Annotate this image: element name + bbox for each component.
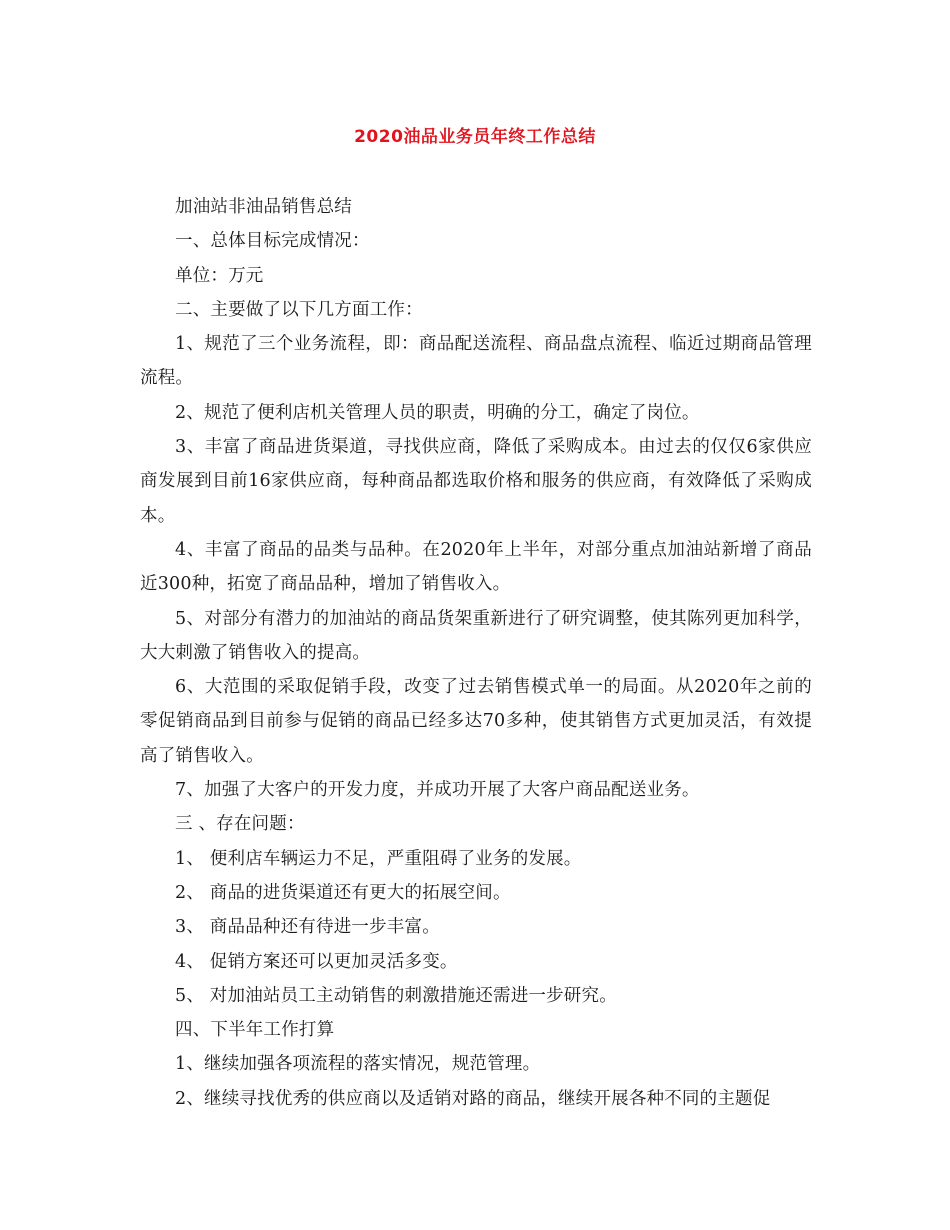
list-item: 5、对部分有潜力的加油站的商品货架重新进行了研究调整，使其陈列更加科学，大大刺激了销售收入的提高。 — [140, 608, 812, 663]
list-item: 3、丰富了商品进货渠道，寻找供应商，降低了采购成本。由过去的仅仅6家供应商发展到目前16家供应商，每种商品都选取价格和服务的供应商，有效降低了采购成本。 — [140, 437, 812, 526]
list-item: 3、 商品品种还有待进一步丰富。 — [175, 917, 440, 938]
paragraph: 单位：万元 — [175, 265, 264, 286]
list-item: 4、 促销方案还可以更加灵活多变。 — [175, 951, 458, 972]
paragraph: 加油站非油品销售总结 — [175, 197, 352, 217]
list-item: 1、 便利店车辆运力不足，严重阻碍了业务的发展。 — [175, 848, 582, 869]
list-item: 2、 商品的进货渠道还有更大的拓展空间。 — [175, 882, 511, 903]
list-item: 2、规范了便利店机关管理人员的职责，明确的分工，确定了岗位。 — [175, 402, 700, 423]
list-item: 2、继续寻找优秀的供应商以及适销对路的商品，继续开展各种不同的主题促 — [175, 1088, 771, 1109]
section-heading: 四、下半年工作打算 — [175, 1020, 335, 1041]
document-title: 2020油品业务员年终工作总结 — [354, 127, 596, 147]
section-heading: 一、总体目标完成情况： — [175, 231, 370, 252]
list-item: 4、丰富了商品的品类与品种。在2020年上半年，对部分重点加油站新增了商品近300种，拓宽了商品品种，增加了销售收入。 — [140, 539, 812, 595]
section-heading: 三 、存在问题： — [175, 814, 305, 835]
list-item: 6、大范围的采取促销手段，改变了过去销售模式单一的局面。从2020年之前的零促销商品到目前参与促销的商品已经多达70多种，使其销售方式更加灵活，有效提高了销售收入。 — [140, 677, 812, 766]
document-body — [140, 190, 812, 1116]
list-item: 5、 对加油站员工主动销售的刺激措施还需进一步研究。 — [175, 985, 617, 1006]
list-item: 7、加强了大客户的开发力度，并成功开展了大客户商品配送业务。 — [175, 780, 700, 801]
list-item: 1、规范了三个业务流程，即：商品配送流程、商品盘点流程、临近过期商品管理流程。 — [140, 334, 812, 389]
list-item: 1、继续加强各项流程的落实情况，规范管理。 — [175, 1054, 541, 1075]
section-heading: 二、主要做了以下几方面工作： — [175, 299, 423, 320]
